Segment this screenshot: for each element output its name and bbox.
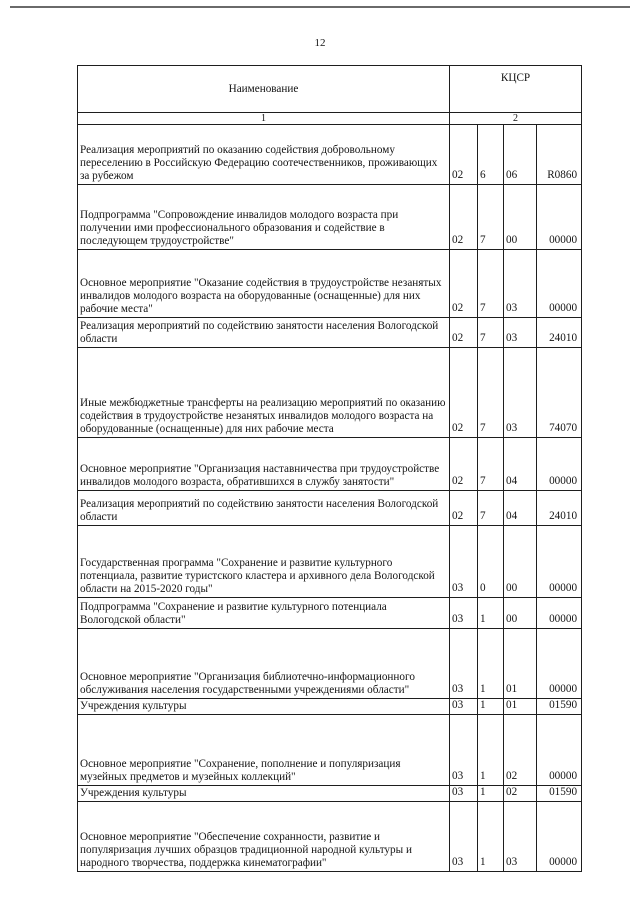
row-name: Основное мероприятие "Организация наставничества при трудоустройстве инвалидов молодого возраста, обратившихся в службу занятости" (78, 438, 450, 491)
code-direction: 00000 (537, 185, 582, 250)
code-event: 03 (504, 348, 537, 438)
code-direction: 24010 (537, 318, 582, 348)
code-subprogram: 1 (478, 786, 504, 802)
code-subprogram: 7 (478, 348, 504, 438)
code-program: 02 (450, 185, 478, 250)
table-row (78, 526, 582, 598)
table-row (78, 699, 582, 715)
code-event: 04 (504, 491, 537, 526)
code-event: 06 (504, 125, 537, 185)
row-name: Основное мероприятие "Сохранение, пополнение и популяризация музейных предметов и музейных коллекций" (78, 715, 450, 786)
code-program: 03 (450, 629, 478, 699)
table-row (78, 715, 582, 786)
code-program: 02 (450, 438, 478, 491)
code-event: 03 (504, 802, 537, 872)
column-number-row (78, 113, 582, 125)
code-event: 01 (504, 699, 537, 715)
code-direction: 74070 (537, 348, 582, 438)
code-program: 03 (450, 786, 478, 802)
code-direction: 00000 (537, 598, 582, 629)
code-subprogram: 7 (478, 438, 504, 491)
table-row (78, 598, 582, 629)
row-name: Реализация мероприятий по содействию занятости населения Вологодской области (78, 318, 450, 348)
row-name: Основное мероприятие "Оказание содействия в трудоустройстве незанятых инвалидов молодого возраста на оборудованные (оснащенные) для них рабочие места" (78, 250, 450, 318)
code-direction: 01590 (537, 699, 582, 715)
table-row (78, 348, 582, 438)
code-direction: R0860 (537, 125, 582, 185)
code-subprogram: 7 (478, 491, 504, 526)
table-row (78, 185, 582, 250)
code-program: 02 (450, 125, 478, 185)
row-name: Основное мероприятие "Организация библиотечно-информационного обслуживания населения государственными учреждениями области" (78, 629, 450, 699)
code-direction: 00000 (537, 250, 582, 318)
table-row (78, 629, 582, 699)
header-name: Наименование (78, 66, 450, 113)
code-program: 02 (450, 348, 478, 438)
code-subprogram: 1 (478, 715, 504, 786)
code-direction: 00000 (537, 438, 582, 491)
page-number: 12 (314, 37, 326, 49)
row-name: Реализация мероприятий по оказанию содействия добровольному переселению в Российскую Федерацию соотечественников, проживающих за рубежом (78, 125, 450, 185)
code-program: 03 (450, 802, 478, 872)
code-subprogram: 7 (478, 250, 504, 318)
row-name: Учреждения культуры (78, 786, 450, 802)
code-subprogram: 1 (478, 598, 504, 629)
table-row (78, 438, 582, 491)
code-program: 03 (450, 598, 478, 629)
code-direction: 24010 (537, 491, 582, 526)
code-event: 01 (504, 629, 537, 699)
code-direction: 00000 (537, 526, 582, 598)
code-subprogram: 7 (478, 185, 504, 250)
table-row (78, 491, 582, 526)
table-row (78, 250, 582, 318)
code-program: 02 (450, 318, 478, 348)
table-row (78, 802, 582, 872)
header-code: КЦСР (450, 66, 582, 113)
code-subprogram: 1 (478, 699, 504, 715)
row-name: Иные межбюджетные трансферты на реализацию мероприятий по оказанию содействия в трудоустройстве незанятых инвалидов молодого возраста на оборудованные (оснащенные) для них рабочие места (78, 348, 450, 438)
code-program: 03 (450, 715, 478, 786)
column-number-2: 2 (450, 113, 582, 125)
code-subprogram: 0 (478, 526, 504, 598)
row-name: Подпрограмма "Сопровождение инвалидов молодого возраста при получении ими профессионального образования и содействие в последующем трудоустройстве" (78, 185, 450, 250)
table-header-row (78, 66, 582, 113)
top-rule (10, 6, 630, 8)
row-name: Реализация мероприятий по содействию занятости населения Вологодской области (78, 491, 450, 526)
code-program: 03 (450, 526, 478, 598)
table-row (78, 125, 582, 185)
code-subprogram: 1 (478, 802, 504, 872)
code-direction: 00000 (537, 802, 582, 872)
code-event: 00 (504, 526, 537, 598)
column-number-1: 1 (78, 113, 450, 125)
row-name: Основное мероприятие "Обеспечение сохранности, развитие и популяризация лучших образцов традиционной народной культуры и народного творчества, поддержка кинематографии" (78, 802, 450, 872)
code-event: 02 (504, 715, 537, 786)
code-direction: 00000 (537, 715, 582, 786)
code-direction: 00000 (537, 629, 582, 699)
row-name: Учреждения культуры (78, 699, 450, 715)
table-row (78, 786, 582, 802)
code-event: 02 (504, 786, 537, 802)
row-name: Подпрограмма "Сохранение и развитие культурного потенциала Вологодской области" (78, 598, 450, 629)
code-event: 00 (504, 185, 537, 250)
code-event: 00 (504, 598, 537, 629)
code-subprogram: 1 (478, 629, 504, 699)
row-name: Государственная программа "Сохранение и развитие культурного потенциала, развитие туристского кластера и архивного дела Вологодской области на 2015-2020 годы" (78, 526, 450, 598)
code-program: 02 (450, 250, 478, 318)
code-direction: 01590 (537, 786, 582, 802)
budget-classification-table (77, 65, 582, 872)
code-event: 03 (504, 318, 537, 348)
code-program: 02 (450, 491, 478, 526)
code-event: 03 (504, 250, 537, 318)
code-program: 03 (450, 699, 478, 715)
code-event: 04 (504, 438, 537, 491)
table-row (78, 318, 582, 348)
code-subprogram: 7 (478, 318, 504, 348)
code-subprogram: 6 (478, 125, 504, 185)
